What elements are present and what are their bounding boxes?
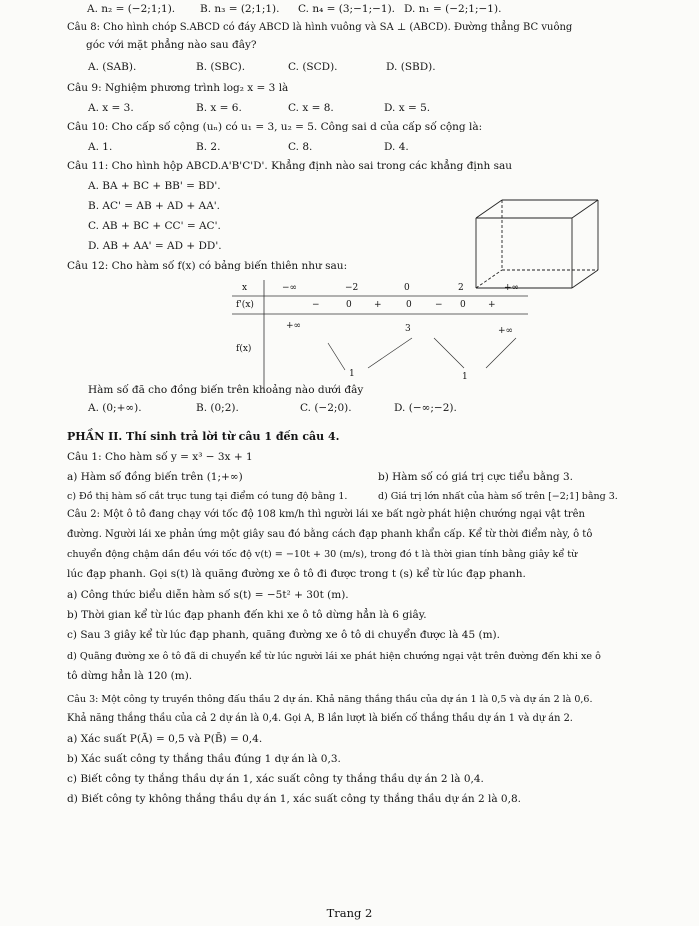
q7-option-c: C. n₄ = (3;−1;−1). (298, 3, 396, 15)
q8-option-b: B. (SBC). (196, 61, 246, 73)
q8-stem-line2: góc với mặt phẳng nào sau đây? (86, 39, 257, 51)
arrow-increasing (368, 338, 412, 368)
page-number: Trang 2 (326, 906, 373, 920)
q7-option-a: A. n₂ = (−2;1;1). (87, 3, 176, 15)
p2-q2-stem-line4: lúc đạp phanh. Gọi s(t) là quãng đường xe ô tô đi được trong t (s) kể từ lúc đạp phanh. (67, 568, 526, 580)
p2-q2-d-line1: d) Quãng đường xe ô tô đã di chuyển kể từ lúc người lái xe phát hiện chướng ngại vật trên đường đến khi xe ô (67, 651, 601, 662)
fprime-sign: + (374, 300, 382, 310)
q12-option-b: B. (0;2). (196, 402, 239, 414)
part2-title: PHẦN II. Thí sinh trả lời từ câu 1 đến câu 4. (67, 430, 340, 443)
q12-stem: Câu 12: Cho hàm số f(x) có bảng biến thiên như sau: (67, 260, 348, 272)
fprime-sign: − (312, 300, 320, 310)
x-value: −2 (345, 283, 359, 293)
arrow-increasing (486, 338, 516, 368)
arrow-decreasing (434, 338, 464, 368)
p2-q1-b: b) Hàm số có giá trị cực tiểu bằng 3. (378, 471, 573, 483)
f-value: 1 (462, 372, 468, 382)
p2-q3-stem-line2: Khả năng thắng thầu của cả 2 dự án là 0,4. Gọi A, B lần lượt là biến cố thắng thầu dự án 1 và dự án 2. (67, 713, 573, 724)
p2-q3-c: c) Biết công ty thắng thầu dự án 1, xác suất công ty thắng thầu dự án 2 là 0,4. (67, 773, 484, 785)
p2-q1-stem: Câu 1: Cho hàm số y = x³ − 3x + 1 (67, 451, 253, 463)
q10-option-b: B. 2. (196, 141, 221, 153)
p2-q1-d: d) Giá trị lớn nhất của hàm số trên [−2;1] bằng 3. (378, 491, 618, 502)
q8-option-a: A. (SAB). (88, 61, 137, 73)
q9-option-c: C. x = 8. (288, 102, 334, 114)
p2-q2-c: c) Sau 3 giây kể từ lúc đạp phanh, quãng đường xe ô tô di chuyển được là 45 (m). (67, 629, 500, 641)
q10-option-d: D. 4. (384, 141, 409, 153)
fprime-label: f'(x) (236, 300, 254, 310)
f-value: +∞ (498, 326, 514, 336)
f-value: +∞ (286, 321, 302, 331)
f-value: 3 (405, 324, 411, 334)
p2-q3-stem-line1: Câu 3: Một công ty truyền thông đấu thầu 2 dự án. Khả năng thắng thầu của dự án 1 là 0,5 và dự án 2 là 0,6. (67, 694, 593, 705)
q8-option-c: C. (SCD). (288, 61, 338, 73)
q12-option-d: D. (−∞;−2). (394, 402, 457, 414)
q7-option-b: B. n₃ = (2;1;1). (200, 3, 280, 15)
p2-q3-b: b) Xác suất công ty thắng thầu đúng 1 dự án là 0,3. (67, 753, 341, 765)
fprime-zero: 0 (406, 300, 412, 310)
q9-option-d: D. x = 5. (384, 102, 431, 114)
f-value: 1 (349, 369, 355, 379)
p2-q2-stem-line3: chuyển động chậm dần đều với tốc độ v(t) = −10t + 30 (m/s), trong đó t là thời gian tính bằng giây kể từ (67, 549, 578, 560)
q11-option-c: C. AB + BC + CC' = AC'. (88, 220, 221, 232)
p2-q2-stem-line1: Câu 2: Một ô tô đang chạy với tốc độ 108 km/h thì người lái xe bất ngờ phát hiện chướng ngại vật trên (67, 509, 585, 520)
q9-option-b: B. x = 6. (196, 102, 242, 114)
q10-option-c: C. 8. (288, 141, 313, 153)
fprime-sign: − (435, 300, 443, 310)
q8-option-d: D. (SBD). (386, 61, 436, 73)
p2-q3-a: a) Xác suất P(Ā) = 0,5 và P(B̄) = 0,4. (67, 733, 263, 745)
x-value: −∞ (282, 283, 298, 293)
edge (572, 270, 598, 288)
q11-option-d: D. AB + AA' = AD + DD'. (88, 240, 222, 252)
p2-q2-stem-line2: đường. Người lái xe phản ứng một giây sau đó bằng cách đạp phanh khẩn cấp. Kể từ thời điểm này, ô tô (67, 529, 593, 540)
x-value: 2 (458, 283, 464, 293)
q10-stem: Câu 10: Cho cấp số cộng (uₙ) có u₁ = 3, u₂ = 5. Công sai d của cấp số cộng là: (67, 121, 483, 133)
q7-option-d: D. n₁ = (−2;1;−1). (404, 3, 502, 15)
q11-option-b: B. AC' = AB + AD + AA'. (88, 200, 221, 212)
q9-stem: Câu 9: Nghiệm phương trình log₂ x = 3 là (67, 82, 289, 94)
p2-q3-d: d) Biết công ty không thắng thầu dự án 1, xác suất công ty thắng thầu dự án 2 là 0,8. (67, 793, 521, 805)
q9-option-a: A. x = 3. (88, 102, 134, 114)
q8-stem-line1: Câu 8: Cho hình chóp S.ABCD có đáy ABCD là hình vuông và SA ⊥ (ABCD). Đường thẳng BC vuông (67, 22, 573, 33)
variation-table (232, 280, 528, 392)
q11-option-a: A. BA + BC + BB' = BD'. (88, 180, 221, 192)
x-value: 0 (404, 283, 410, 293)
arrow-decreasing (328, 343, 345, 370)
p2-q2-a: a) Công thức biểu diễn hàm số s(t) = −5t² + 30t (m). (67, 589, 349, 601)
q11-stem: Câu 11: Cho hình hộp ABCD.A'B'C'D'. Khẳng định nào sai trong các khẳng định sau (67, 160, 513, 172)
q10-option-a: A. 1. (88, 141, 113, 153)
x-value: +∞ (504, 283, 520, 293)
variation-table-grid (232, 280, 528, 392)
p2-q1-a: a) Hàm số đồng biến trên (1;+∞) (67, 471, 243, 483)
q12-option-c: C. (−2;0). (300, 402, 352, 414)
f-label: f(x) (236, 344, 252, 354)
fprime-zero: 0 (460, 300, 466, 310)
q12-option-a: A. (0;+∞). (88, 402, 142, 414)
p2-q2-d-line2: tô dừng hẳn là 120 (m). (67, 670, 193, 682)
p2-q2-b: b) Thời gian kể từ lúc đạp phanh đến khi xe ô tô dừng hẳn là 6 giây. (67, 609, 427, 621)
edge (476, 200, 502, 218)
x-label: x (242, 283, 248, 293)
p2-q1-c: c) Đồ thị hàm số cắt trục tung tại điểm có tung độ bằng 1. (67, 491, 348, 502)
q12-stem-line2: Hàm số đã cho đồng biến trên khoảng nào dưới đây (88, 384, 364, 396)
fprime-zero: 0 (346, 300, 352, 310)
edge (572, 200, 598, 218)
fprime-sign: + (488, 300, 496, 310)
